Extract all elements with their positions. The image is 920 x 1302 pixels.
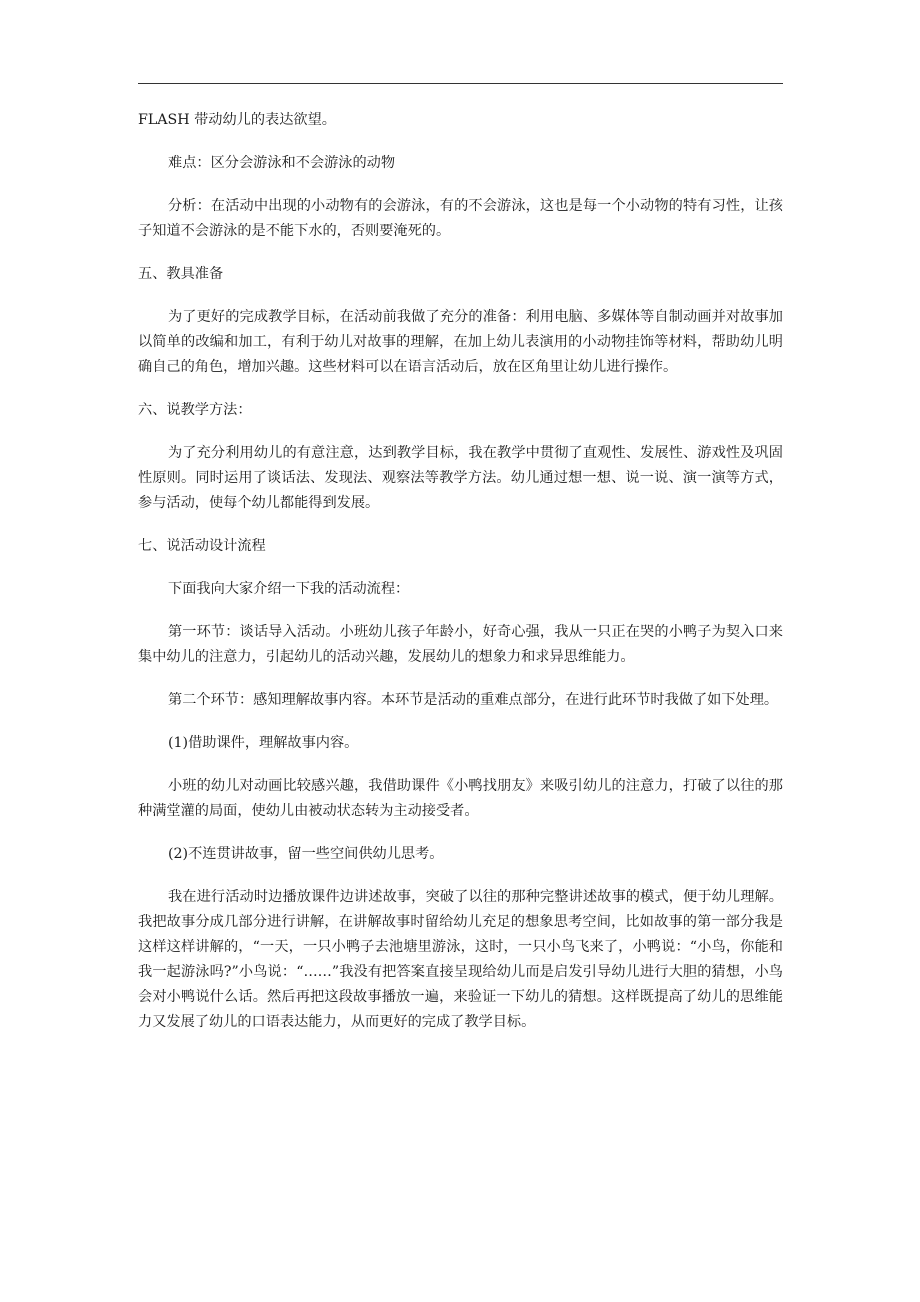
list-item-2: (2)不连贯讲故事，留一些空间供幼儿思考。 <box>168 846 444 862</box>
paragraph: 为了充分利用幼儿的有意注意，达到教学目标，我在教学中贯彻了直观性、发展性、游戏性及巩固性原则。同时运用了谈话法、发现法、观察法等教学方法。幼儿通过想一想、说一说、演一演等方式，参与活动，使每个幼儿都能得到发展。 <box>138 445 783 511</box>
paragraph-difficulty: 难点：区分会游泳和不会游泳的动物 <box>168 155 396 171</box>
section-heading-materials: 五、教具准备 <box>138 266 224 282</box>
paragraph: 我在进行活动时边播放课件边讲述故事，突破了以往的那种完整讲述故事的模式，便于幼儿理解。我把故事分成几部分进行讲解，在讲解故事时留给幼儿充足的想象思考空间，比如故事的第一部分我是这样这样讲解的，“一天，一只小鸭子去池塘里游泳，这时，一只小鸟飞来了，小鸭说：“小鸟，你能和我一起游泳吗?”小鸟说：“……”我没有把答案直接呈现给幼儿而是启发引导幼儿进行大胆的猜想，小鸟会对小鸭说什么话。然后再把这段故事播放一遍，来验证一下幼儿的猜想。这样既提高了幼儿的思维能力又发展了幼儿的口语表达能力，从而更好的完成了教学目标。 <box>138 889 783 1030</box>
header-rule <box>138 83 783 84</box>
paragraph-step-one: 第一环节：谈话导入活动。小班幼儿孩子年龄小，好奇心强，我从一只正在哭的小鸭子为契入口来集中幼儿的注意力，引起幼儿的活动兴趣，发展幼儿的想象力和求异思维能力。 <box>138 624 783 665</box>
paragraph-step-two: 第二个环节：感知理解故事内容。本环节是活动的重难点部分，在进行此环节时我做了如下处理。 <box>168 692 779 708</box>
paragraph: 下面我向大家介绍一下我的活动流程： <box>168 581 410 597</box>
paragraph: 小班的幼儿对动画比较感兴趣，我借助课件《小鸭找朋友》来吸引幼儿的注意力，打破了以往的那种满堂灌的局面，使幼儿由被动状态转为主动接受者。 <box>138 778 783 819</box>
document-body <box>138 108 783 1053</box>
paragraph: 为了更好的完成教学目标，在活动前我做了充分的准备：利用电脑、多媒体等自制动画并对故事加以简单的改编和加工，有利于幼儿对故事的理解，在加上幼儿表演用的小动物挂饰等材料，帮助幼儿明确自己的角色，增加兴趣。这些材料可以在语言活动后，放在区角里让幼儿进行操作。 <box>138 309 783 375</box>
section-heading-methods: 六、说教学方法： <box>138 402 252 418</box>
paragraph-analysis: 分析：在活动中出现的小动物有的会游泳，有的不会游泳，这也是每一个小动物的特有习性，让孩子知道不会游泳的是不能下水的，否则要淹死的。 <box>138 198 783 239</box>
paragraph: FLASH 带动幼儿的表达欲望。 <box>138 112 336 128</box>
section-heading-process: 七、说活动设计流程 <box>138 538 266 554</box>
list-item-1: (1)借助课件，理解故事内容。 <box>168 735 359 751</box>
